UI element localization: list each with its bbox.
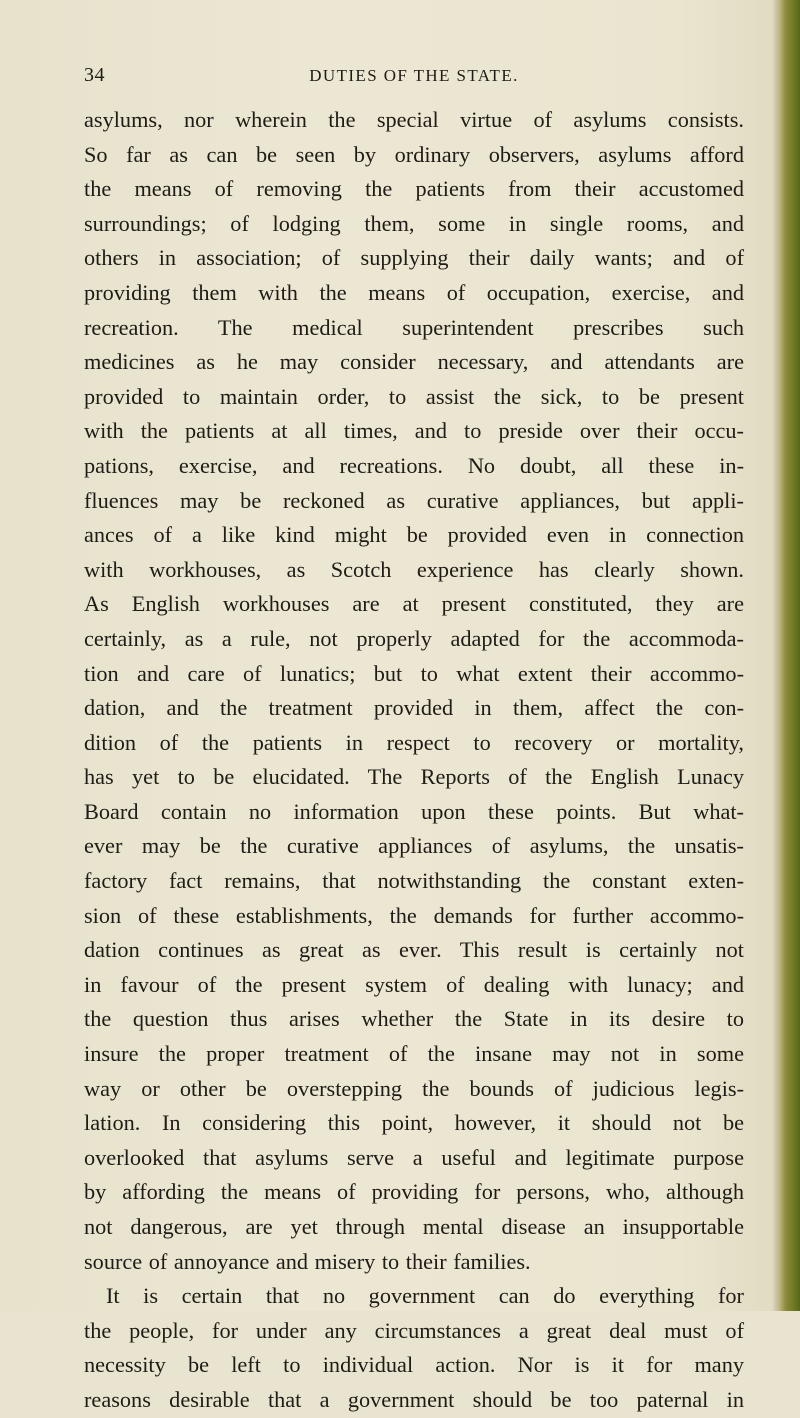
running-head: DUTIES OF THE STATE. <box>309 66 519 85</box>
text-line: provided to maintain order, to assist the sick, to be present <box>84 383 744 409</box>
text-line: pations, exercise, and recreations. No doubt, all these in- <box>84 452 744 478</box>
text-line: recreation. The medical superintendent prescribes such <box>84 314 744 340</box>
text-line: asylums, nor wherein the special virtue of asylums consists. <box>84 107 744 132</box>
text-line: sion of these establishments, the demands for further accommo- <box>84 902 744 928</box>
text-line: the question thus arises whether the State in its desire to <box>84 1006 744 1032</box>
text-line: source of annoyance and misery to their families. <box>84 1248 531 1274</box>
text-line: certainly, as a rule, not properly adapted for the accommoda- <box>84 625 744 651</box>
text-line: factory fact remains, that notwithstanding the constant exten- <box>84 868 744 894</box>
text-line: It is certain that no government can do everything for <box>106 1283 744 1309</box>
text-line: reasons desirable that a government should be too paternal in <box>84 1386 744 1412</box>
text-line: by affording the means of providing for persons, who, although <box>84 1179 744 1205</box>
text-line: with the patients at all times, and to preside over their occu- <box>84 418 744 444</box>
text-line: dation continues as great as ever. This result is certainly not <box>84 937 744 963</box>
text-line: ances of a like kind might be provided even in connection <box>84 522 744 548</box>
text-line: So far as can be seen by ordinary observers, asylums afford <box>84 141 744 167</box>
text-line: way or other be overstepping the bounds of judicious legis- <box>84 1075 744 1101</box>
text-line: surroundings; of lodging them, some in single rooms, and <box>84 210 744 236</box>
text-line: dition of the patients in respect to recovery or mortality, <box>84 729 744 755</box>
text-line: with workhouses, as Scotch experience has clearly shown. <box>84 556 744 582</box>
text-line: the people, for under any circumstances a great deal must of <box>84 1317 744 1343</box>
text-line: has yet to be elucidated. The Reports of the English Lunacy <box>84 764 744 790</box>
book-edge <box>778 0 800 1311</box>
body-text <box>84 103 744 1418</box>
text-line: Board contain no information upon these points. But what- <box>84 798 744 824</box>
text-line: As English workhouses are at present constituted, they are <box>84 591 744 617</box>
text-line: medicines as he may consider necessary, and attendants are <box>84 349 744 375</box>
text-line: others in association; of supplying their daily wants; and of <box>84 245 744 271</box>
text-line: overlooked that asylums serve a useful and legitimate purpose <box>84 1144 744 1170</box>
text-line: in favour of the present system of dealing with lunacy; and <box>84 971 744 997</box>
text-line: fluences may be reckoned as curative appliances, but appli- <box>84 487 744 513</box>
text-line: necessity be left to individual action. Nor is it for many <box>84 1352 744 1378</box>
text-line: tion and care of lunatics; but to what extent their accommo- <box>84 660 744 686</box>
page-number: 34 <box>84 64 105 86</box>
text-line: insure the proper treatment of the insane may not in some <box>84 1041 744 1067</box>
text-line: the means of removing the patients from their accustomed <box>84 176 744 202</box>
text-line: dation, and the treatment provided in them, affect the con- <box>84 695 744 721</box>
text-line: not dangerous, are yet through mental disease an insupportable <box>84 1214 744 1239</box>
page-header <box>84 64 744 94</box>
text-line: lation. In considering this point, however, it should not be <box>84 1110 744 1136</box>
text-line: providing them with the means of occupation, exercise, and <box>84 279 744 305</box>
text-line: ever may be the curative appliances of asylums, the unsatis- <box>84 833 744 859</box>
